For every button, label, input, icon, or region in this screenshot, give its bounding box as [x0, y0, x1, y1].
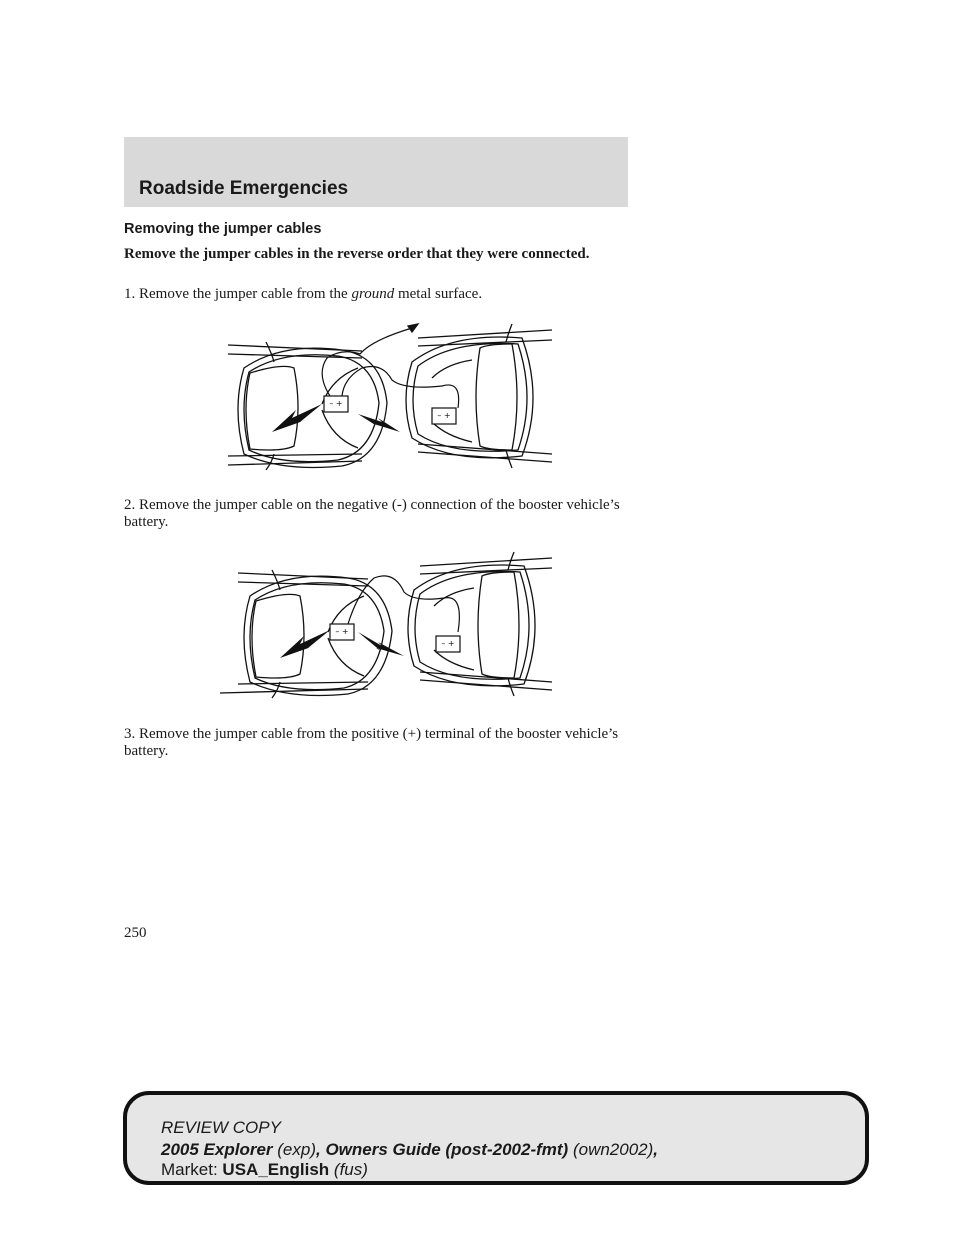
disabled-battery: [324, 396, 348, 412]
jumper-cable-figure-1: [222, 318, 558, 484]
booster-battery-label: – +: [437, 411, 451, 420]
footer-model: 2005 Explorer: [161, 1140, 273, 1159]
disabled-battery-label: – +: [329, 399, 343, 408]
disabled-vehicle-illustration: [220, 570, 392, 698]
booster-vehicle-illustration: [406, 324, 552, 468]
booster-battery: [436, 636, 460, 652]
disabled-battery: [330, 624, 354, 640]
disabled-vehicle-illustration: [228, 342, 387, 470]
page-number: 250: [124, 925, 147, 941]
intro-paragraph: Remove the jumper cables in the reverse order that they were connected.: [124, 246, 590, 262]
footer-market: USA_English: [222, 1160, 330, 1179]
spark-icon: [280, 630, 330, 658]
footer-guide: Owners Guide (post-2002-fmt): [325, 1140, 569, 1159]
footer-model-code: (exp): [277, 1140, 316, 1159]
footer-market-code: (fus): [333, 1160, 368, 1179]
footer-review-copy: REVIEW COPY: [161, 1118, 281, 1137]
section-title: Roadside Emergencies: [139, 178, 349, 199]
footer-market-label: Market:: [161, 1160, 218, 1179]
booster-battery-label: – +: [441, 639, 455, 648]
step-2: 2. Remove the jumper cable on the negative (-) connection of the booster vehicle’s battery.: [124, 497, 620, 530]
step-1-emphasis: ground: [351, 286, 395, 302]
spark-icon: [358, 632, 404, 656]
footer-guide-code: (own2002): [572, 1140, 654, 1159]
footer-separator: ,: [653, 1140, 659, 1159]
jumper-cable-figure-2: [218, 548, 558, 714]
footer-separator: ,: [315, 1140, 321, 1159]
footer-market-info: [161, 1160, 368, 1180]
subheading: Removing the jumper cables: [124, 221, 322, 237]
step-1: [124, 286, 630, 303]
disabled-battery-label: – +: [335, 627, 349, 636]
step-3: 3. Remove the jumper cable from the positive (+) terminal of the booster vehicle’s battery.: [124, 726, 619, 759]
spark-icon: [358, 414, 400, 432]
booster-vehicle-illustration: [408, 552, 552, 696]
step-1-text-after: metal surface.: [394, 286, 483, 302]
booster-battery: [432, 408, 456, 424]
footer-document-info: [161, 1140, 658, 1160]
step-1-text-before: 1. Remove the jumper cable from the: [124, 286, 352, 302]
